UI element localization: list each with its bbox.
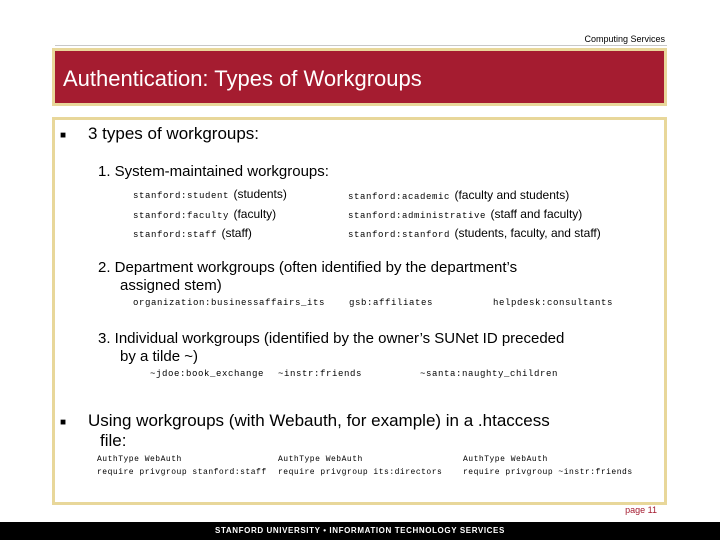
item-3-heading-line2: by a tilde ~) — [120, 348, 198, 365]
workgroup-code: stanford:student — [133, 191, 230, 201]
item-2-heading-line2: assigned stem) — [120, 277, 222, 294]
htaccess-line: AuthType WebAuth — [463, 455, 548, 464]
footer-text: STANFORD UNIVERSITY • INFORMATION TECHNOLOGY SERVICES — [215, 526, 505, 535]
slide-title: Authentication: Types of Workgroups — [63, 66, 422, 91]
bullet-2-text-line2: file: — [100, 431, 127, 450]
bullet-2-text-line1: Using workgroups (with Webauth, for example) in a .htaccess — [88, 411, 550, 430]
page-number: page 11 — [625, 505, 657, 515]
workgroup-example: ~instr:friends — [278, 369, 363, 379]
square-bullet-icon: ■ — [60, 130, 67, 141]
workgroup-desc: (faculty) — [233, 207, 277, 221]
workgroup-code: stanford:administrative — [348, 211, 487, 221]
workgroup-example: ~jdoe:book_exchange — [150, 369, 265, 379]
item-3-heading-line1: 3. Individual workgroups (identified by the owner’s SUNet ID preceded — [98, 330, 565, 347]
htaccess-line: require privgroup ~instr:friends — [463, 468, 633, 477]
footer-bar — [0, 522, 720, 540]
workgroup-row — [133, 224, 252, 242]
square-bullet-icon: ■ — [60, 417, 67, 428]
workgroup-example: organization:businessaffairs_its — [133, 298, 326, 308]
workgroup-example: helpdesk:consultants — [493, 298, 614, 308]
workgroup-row — [348, 205, 582, 223]
htaccess-line: AuthType WebAuth — [278, 455, 363, 464]
htaccess-line: require privgroup stanford:staff — [97, 468, 267, 477]
workgroup-code: stanford:staff — [133, 230, 218, 240]
workgroup-row — [348, 224, 601, 242]
header-label: Computing Services — [584, 34, 665, 44]
workgroup-row — [133, 205, 276, 223]
workgroup-example: ~santa:naughty_children — [420, 369, 559, 379]
bullet-1-text: 3 types of workgroups: — [88, 124, 260, 143]
item-2-heading-line1: 2. Department workgroups (often identified by the department’s — [98, 259, 518, 276]
item-1-heading: 1. System-maintained workgroups: — [98, 163, 329, 180]
workgroup-desc: (faculty and students) — [454, 188, 570, 202]
workgroup-desc: (staff and faculty) — [490, 207, 583, 221]
workgroup-desc: (students, faculty, and staff) — [454, 226, 601, 240]
workgroup-code: stanford:academic — [348, 192, 451, 202]
htaccess-line: AuthType WebAuth — [97, 455, 182, 464]
workgroup-desc: (staff) — [221, 226, 252, 240]
workgroup-code: stanford:faculty — [133, 211, 230, 221]
header-divider — [55, 45, 667, 46]
workgroup-code: stanford:stanford — [348, 230, 451, 240]
workgroup-row — [348, 186, 569, 204]
title-bar — [52, 48, 667, 106]
workgroup-example: gsb:affiliates — [349, 298, 434, 308]
workgroup-desc: (students) — [233, 187, 287, 201]
workgroup-row — [133, 185, 287, 203]
htaccess-line: require privgroup its:directors — [278, 468, 443, 477]
